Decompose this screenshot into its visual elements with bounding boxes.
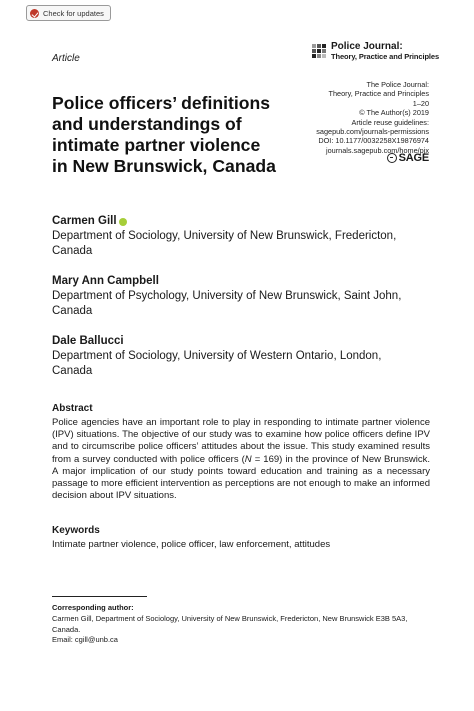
corresponding-author-heading: Corresponding author: [52, 603, 134, 612]
author-affiliation: Department of Sociology, University of Western Ontario, London, [52, 350, 382, 362]
article-title [52, 93, 302, 177]
footnote-divider [52, 596, 147, 597]
sage-logo-icon [387, 153, 397, 163]
title-line: in New Brunswick, Canada [52, 156, 276, 176]
meta-journal: The Police Journal: [366, 80, 429, 89]
meta-pages: 1–20 [412, 98, 429, 108]
sage-logo [387, 152, 429, 164]
title-line: Police officers’ definitions [52, 93, 271, 113]
abstract-text-part: = 169) in the province of New Brunswick. A major implication of our study points toward education and training as a necessary passage to more efficient intervention as perceptions are not enough to make an informed decision about IPV situations. [52, 453, 430, 502]
sage-logo-text: SAGE [398, 152, 429, 164]
abstract-n-symbol: N [244, 453, 252, 465]
author-block [52, 214, 432, 259]
journal-name: Police Journal: [331, 41, 403, 52]
author-name: Mary Ann Campbell [52, 275, 159, 287]
corresponding-author-line: Carmen Gill, Department of Sociology, University of New Brunswick, Fredericton, New Brunswick E3B 5A3, [52, 614, 408, 623]
title-line: intimate partner violence [52, 135, 261, 155]
corresponding-author-details [52, 614, 442, 646]
author-affiliation: Canada [52, 365, 93, 377]
corresponding-author-line: Canada. [52, 624, 81, 634]
journal-subtitle: Theory, Practice and Principles [331, 52, 440, 61]
author-name: Carmen Gill [52, 215, 117, 227]
abstract-heading: Abstract [52, 403, 93, 414]
journal-logo-icon [312, 44, 327, 58]
meta-permissions-link[interactable]: sagepub.com/journals-permissions [316, 127, 429, 137]
journal-brand [331, 42, 439, 62]
meta-journal-link[interactable]: journals.sagepub.com/home/pjx [325, 145, 429, 155]
meta-journal-subtitle: Theory, Practice and Principles [328, 89, 429, 99]
abstract-text-part: Police agencies have an important role to play in responding to intimate partner violence (IPV) situations. The objective of our study was to examine how police officers define IPV and to circumscribe police officers’ attitudes about the issue. This study examined results from a survey conducted with police officers ( [52, 417, 430, 465]
author-name: Dale Ballucci [52, 335, 124, 347]
meta-copyright: © The Author(s) 2019 [359, 108, 429, 118]
author-affiliation: Department of Sociology, University of New Brunswick, Fredericton, [52, 230, 397, 242]
article-type-label: Article [52, 53, 80, 64]
check-updates-icon [30, 9, 39, 18]
orcid-icon[interactable] [119, 218, 127, 226]
check-for-updates-button[interactable] [26, 5, 111, 21]
author-block [52, 274, 432, 319]
author-affiliation: Canada [52, 305, 93, 317]
author-affiliation: Canada [52, 245, 93, 257]
check-for-updates-label: Check for updates [43, 8, 104, 18]
abstract-text [52, 417, 430, 502]
title-line: and understandings of [52, 114, 242, 134]
author-block [52, 334, 432, 379]
meta-doi[interactable]: DOI: 10.1177/0032258X19876974 [318, 136, 429, 146]
keywords-heading: Keywords [52, 525, 100, 536]
corresponding-author-email[interactable]: Email: cgill@unb.ca [52, 635, 118, 645]
meta-reuse-heading: Article reuse guidelines: [351, 117, 429, 127]
keywords-text: Intimate partner violence, police officer, law enforcement, attitudes [52, 539, 331, 550]
author-affiliation: Department of Psychology, University of New Brunswick, Saint John, [52, 290, 402, 302]
